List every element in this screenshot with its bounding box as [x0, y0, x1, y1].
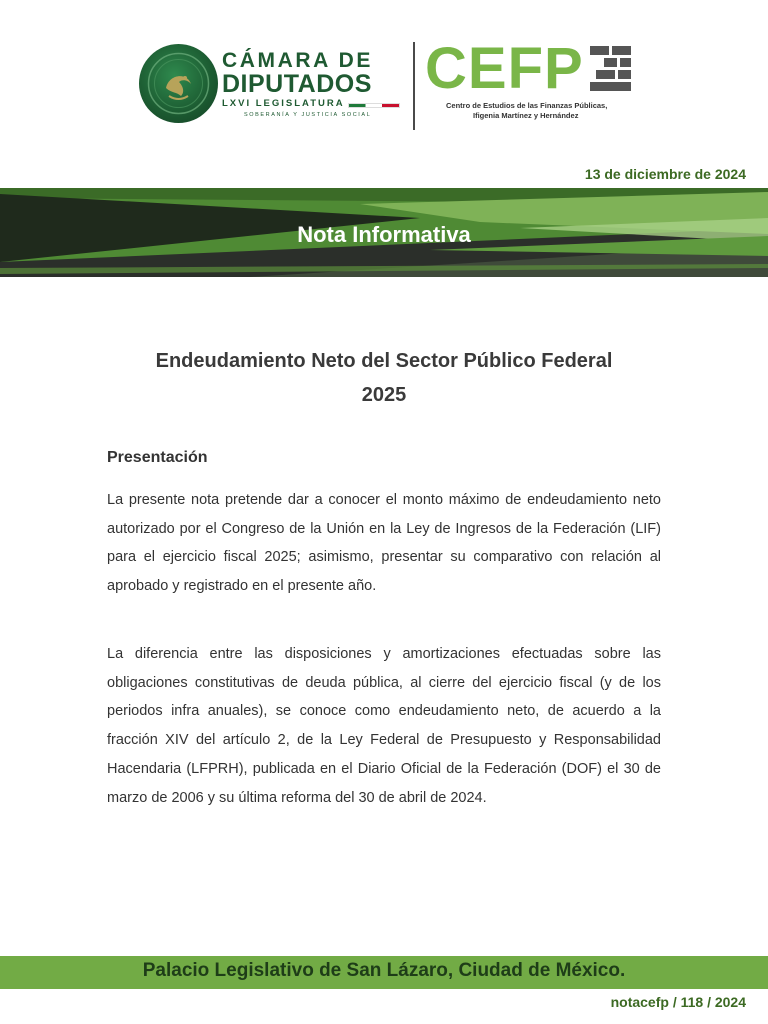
document-reference: notacefp / 118 / 2024 — [610, 994, 746, 1010]
camara-seal-logo — [139, 44, 218, 123]
section-heading: Presentación — [107, 449, 208, 466]
footer-location: Palacio Legislativo de San Lázaro, Ciudad de México. — [142, 960, 626, 981]
cefp-subtitle-line1: Centro de Estudios de las Finanzas Públicas, — [446, 101, 608, 110]
banner-title: Nota Informativa — [297, 222, 471, 247]
camara-name-line1: CÁMARA DE — [222, 49, 373, 72]
document-title-line2: 2025 — [361, 384, 407, 406]
mexican-coat-of-arms-icon — [139, 44, 218, 123]
paragraph: La diferencia entre las disposiciones y amortizaciones efectuadas sobre las obligaciones constitutivas de deuda pública, al cierre del ejercicio fiscal (y de los periodos infra anuales), se conoce como endeudamiento neto, de acuerdo a la fracción XIV del artículo 2, de la Ley Federal de Presupuesto y Responsabilidad Hacendaria (LFPRH), publicada en el Diario Oficial de la Federación (DOF) el 30 de marzo de 2006 y su última reforma del 30 de abril de 2024. — [107, 646, 661, 806]
header-divider — [413, 42, 415, 130]
legislatura-label — [222, 98, 404, 110]
document-title-line1: Endeudamiento Neto del Sector Público Federal — [155, 350, 613, 372]
camara-name-line2: DIPUTADOS — [222, 70, 372, 98]
cefp-subtitle-line2: Ifigenia Martínez y Hernández — [473, 111, 579, 120]
flag-stripe — [348, 103, 400, 108]
cefp-blocks-icon — [590, 46, 632, 97]
paragraph: La presente nota pretende dar a conocer el monto máximo de endeudamiento neto autorizado por el Congreso de la Unión en la Ley de Ingresos de la Federación (LIF) para el ejercicio fiscal 2025; asimismo, presentar su comparativo con relación al aprobado y registrado en el presente año. — [107, 492, 661, 595]
camara-motto: SOBERANÍA Y JUSTICIA SOCIAL — [244, 112, 372, 118]
publication-date: 13 de diciembre de 2024 — [584, 166, 746, 182]
legislatura-text: LXVI LEGISLATURA — [222, 98, 345, 109]
cefp-logo-text: CEFP — [425, 36, 584, 101]
camara-de-diputados-logo — [222, 50, 404, 118]
document-title — [100, 344, 668, 412]
